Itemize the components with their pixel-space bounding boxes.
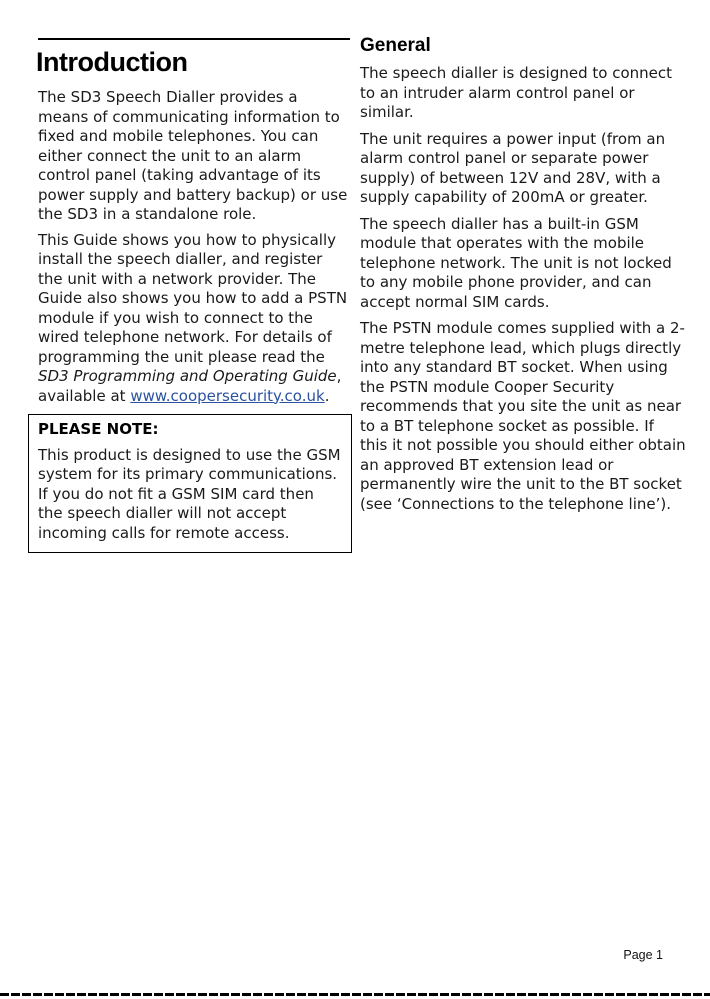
intro-paragraph-2-period: . [324, 386, 330, 405]
page-edge-dashed-line [0, 993, 710, 996]
cooper-security-link[interactable]: www.coopersecurity.co.uk [130, 386, 325, 405]
guide-title-italic: SD3 Programming and Operating Guide [38, 367, 337, 385]
left-column [28, 30, 352, 553]
right-column [360, 35, 686, 521]
general-paragraph-2: The unit requires a power input (from an alarm control panel or separate power supply) of between 12V and 28V, with a supply capability of 200mA or greater. [360, 129, 666, 206]
intro-paragraph-2-text: This Guide shows you how to physically install the speech dialler, and register the unit with a network provider. The Guide also shows you how to add a PSTN module if you wish to connect to the wired telephone network. For details of programming the unit please read the [38, 230, 348, 366]
section-divider-rule [38, 38, 350, 40]
page-number: Page 1 [623, 948, 663, 962]
intro-paragraph-1: The SD3 Speech Dialler provides a means of communicating information to fixed and mobile telephones. You can either connect the unit to an alarm control panel (taking advantage of its power supply and battery backup) or use the SD3 in a standalone role. [38, 88, 348, 223]
general-paragraph-1: The speech dialler is designed to connect to an intruder alarm control panel or similar. [360, 64, 673, 121]
general-paragraph-3: The speech dialler has a built-in GSM module that operates with the mobile telephone network. The unit is not locked to any mobile phone provider, and can accept normal SIM cards. [360, 214, 672, 311]
intro-paragraph-2-text-mid: , available at [38, 367, 342, 405]
please-note-title: PLEASE NOTE: [38, 420, 159, 438]
please-note-box [28, 414, 352, 553]
intro-heading: Introduction [36, 47, 188, 77]
please-note-body: This product is designed to use the GSM system for its primary communications. If you do not fit a GSM SIM card then the speech dialler will not accept incoming calls for remote access. [38, 445, 341, 542]
intro-paragraph-2 [38, 231, 351, 407]
general-heading: General [360, 35, 431, 56]
general-paragraph-4: The PSTN module comes supplied with a 2-metre telephone lead, which plugs directly into any standard BT socket. When using the PSTN module Cooper Security recommends that you site the unit as near to a BT telephone socket as possible. If this it not possible you should either obtain an approved BT extension lead or permanently wire the unit to the BT socket (see ‘Connections to the telephone line’). [360, 319, 686, 513]
